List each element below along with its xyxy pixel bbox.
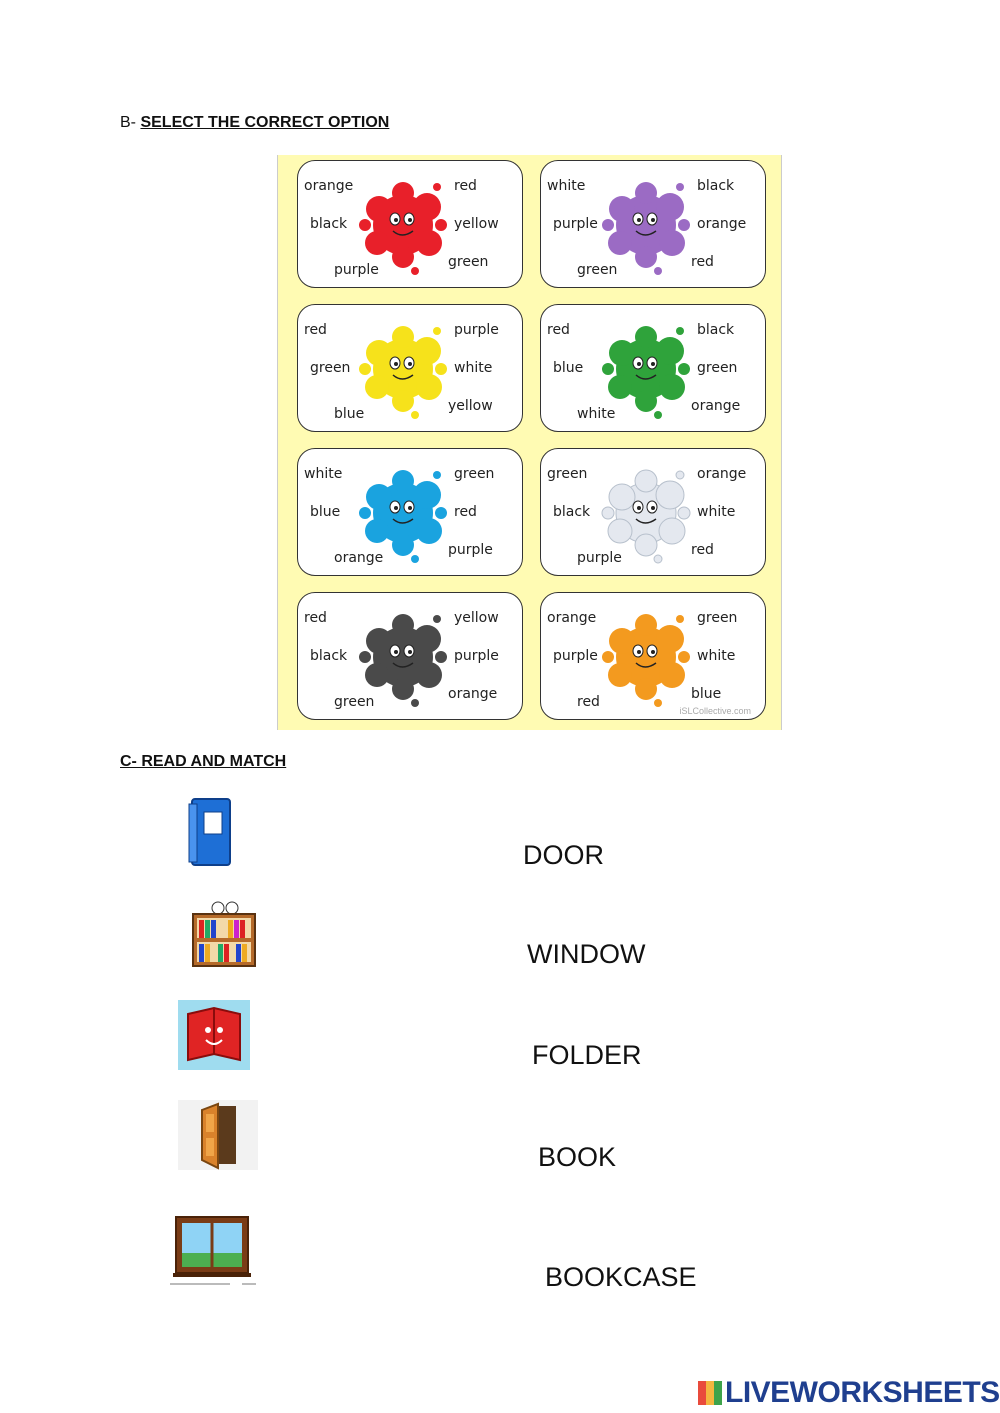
colour-word-option[interactable]: green [577,262,618,278]
colour-word-option[interactable]: red [304,322,327,338]
colour-word-option[interactable]: black [553,504,591,520]
colour-word-option[interactable]: black [310,648,348,664]
match-word-folder: FOLDER [532,1040,642,1070]
colour-word-option[interactable]: blue [553,360,584,376]
colour-card [540,592,766,720]
match-word-bookcase: BOOKCASE [545,1262,697,1292]
colour-word-option[interactable]: green [334,694,375,710]
book-icon [178,1000,250,1075]
logo-text: LIVEWORKSHEETS [725,1376,1000,1409]
section-b-prefix: B- [120,114,141,131]
colour-card [297,448,523,576]
colour-word-option[interactable]: orange [448,686,498,702]
colour-word-option[interactable]: red [547,322,570,338]
colour-word-option[interactable]: white [577,406,616,422]
colour-card [297,592,523,720]
colour-word-option[interactable]: white [697,648,736,664]
colour-word-option[interactable]: blue [334,406,365,422]
colour-word-option[interactable]: green [310,360,351,376]
colour-word-option[interactable]: blue [691,686,722,702]
colour-card [297,160,523,288]
liveworksheets-logo [698,1376,1000,1410]
colour-word-option[interactable]: green [454,466,495,482]
colour-word-option[interactable]: red [304,610,327,626]
colour-word-option[interactable]: orange [547,610,597,626]
colour-word-option[interactable]: purple [454,648,499,664]
door-icon [178,1100,258,1175]
colour-word-option[interactable]: yellow [454,610,499,626]
colour-word-option[interactable]: black [697,178,735,194]
colour-card [297,304,523,432]
colour-word-option[interactable]: red [577,694,600,710]
match-word-window: WINDOW [527,939,646,969]
colour-word-option[interactable]: purple [448,542,493,558]
liveworksheets-logo-icon [698,1381,722,1405]
colour-word-option[interactable]: green [697,360,738,376]
colour-word-option[interactable]: purple [454,322,499,338]
colour-card [540,304,766,432]
colour-word-option[interactable]: red [454,178,477,194]
colour-word-option[interactable]: white [547,178,586,194]
colour-word-option[interactable]: purple [553,216,598,232]
colour-word-option[interactable]: purple [577,550,622,566]
match-word-door: DOOR [523,840,604,870]
paint-splat-icon [596,605,696,709]
match-word-book: BOOK [538,1142,617,1172]
colour-cards-panel [277,155,782,730]
colour-word-option[interactable]: orange [691,398,741,414]
paint-splat-icon [353,317,453,421]
colour-word-option[interactable]: orange [697,216,747,232]
colour-word-option[interactable]: orange [697,466,747,482]
colour-card [540,160,766,288]
colour-word-option[interactable]: yellow [448,398,493,414]
colour-word-option[interactable]: red [454,504,477,520]
credit-text: iSLCollective.com [679,706,751,716]
colour-word-option[interactable]: blue [310,504,341,520]
colour-word-option[interactable]: purple [553,648,598,664]
section-b-title [120,114,389,132]
colour-word-option[interactable]: red [691,542,714,558]
colour-word-option[interactable]: green [448,254,489,270]
section-c-title: C- READ AND MATCH [120,753,287,770]
window-icon [170,1215,260,1294]
colour-word-option[interactable]: black [310,216,348,232]
colour-word-option[interactable]: white [454,360,493,376]
colour-word-option[interactable]: red [691,254,714,270]
colour-word-option[interactable]: green [547,466,588,482]
colour-word-option[interactable]: purple [334,262,379,278]
colour-word-option[interactable]: white [304,466,343,482]
colour-word-option[interactable]: white [697,504,736,520]
colour-word-option[interactable]: black [697,322,735,338]
colour-word-option[interactable]: yellow [454,216,499,232]
colour-word-option[interactable]: orange [334,550,384,566]
colour-card [540,448,766,576]
bookcase-icon [188,900,262,973]
folder-icon [188,796,232,873]
colour-word-option[interactable]: orange [304,178,354,194]
colour-word-option[interactable]: green [697,610,738,626]
section-b-heading: SELECT THE CORRECT OPTION [140,114,390,131]
